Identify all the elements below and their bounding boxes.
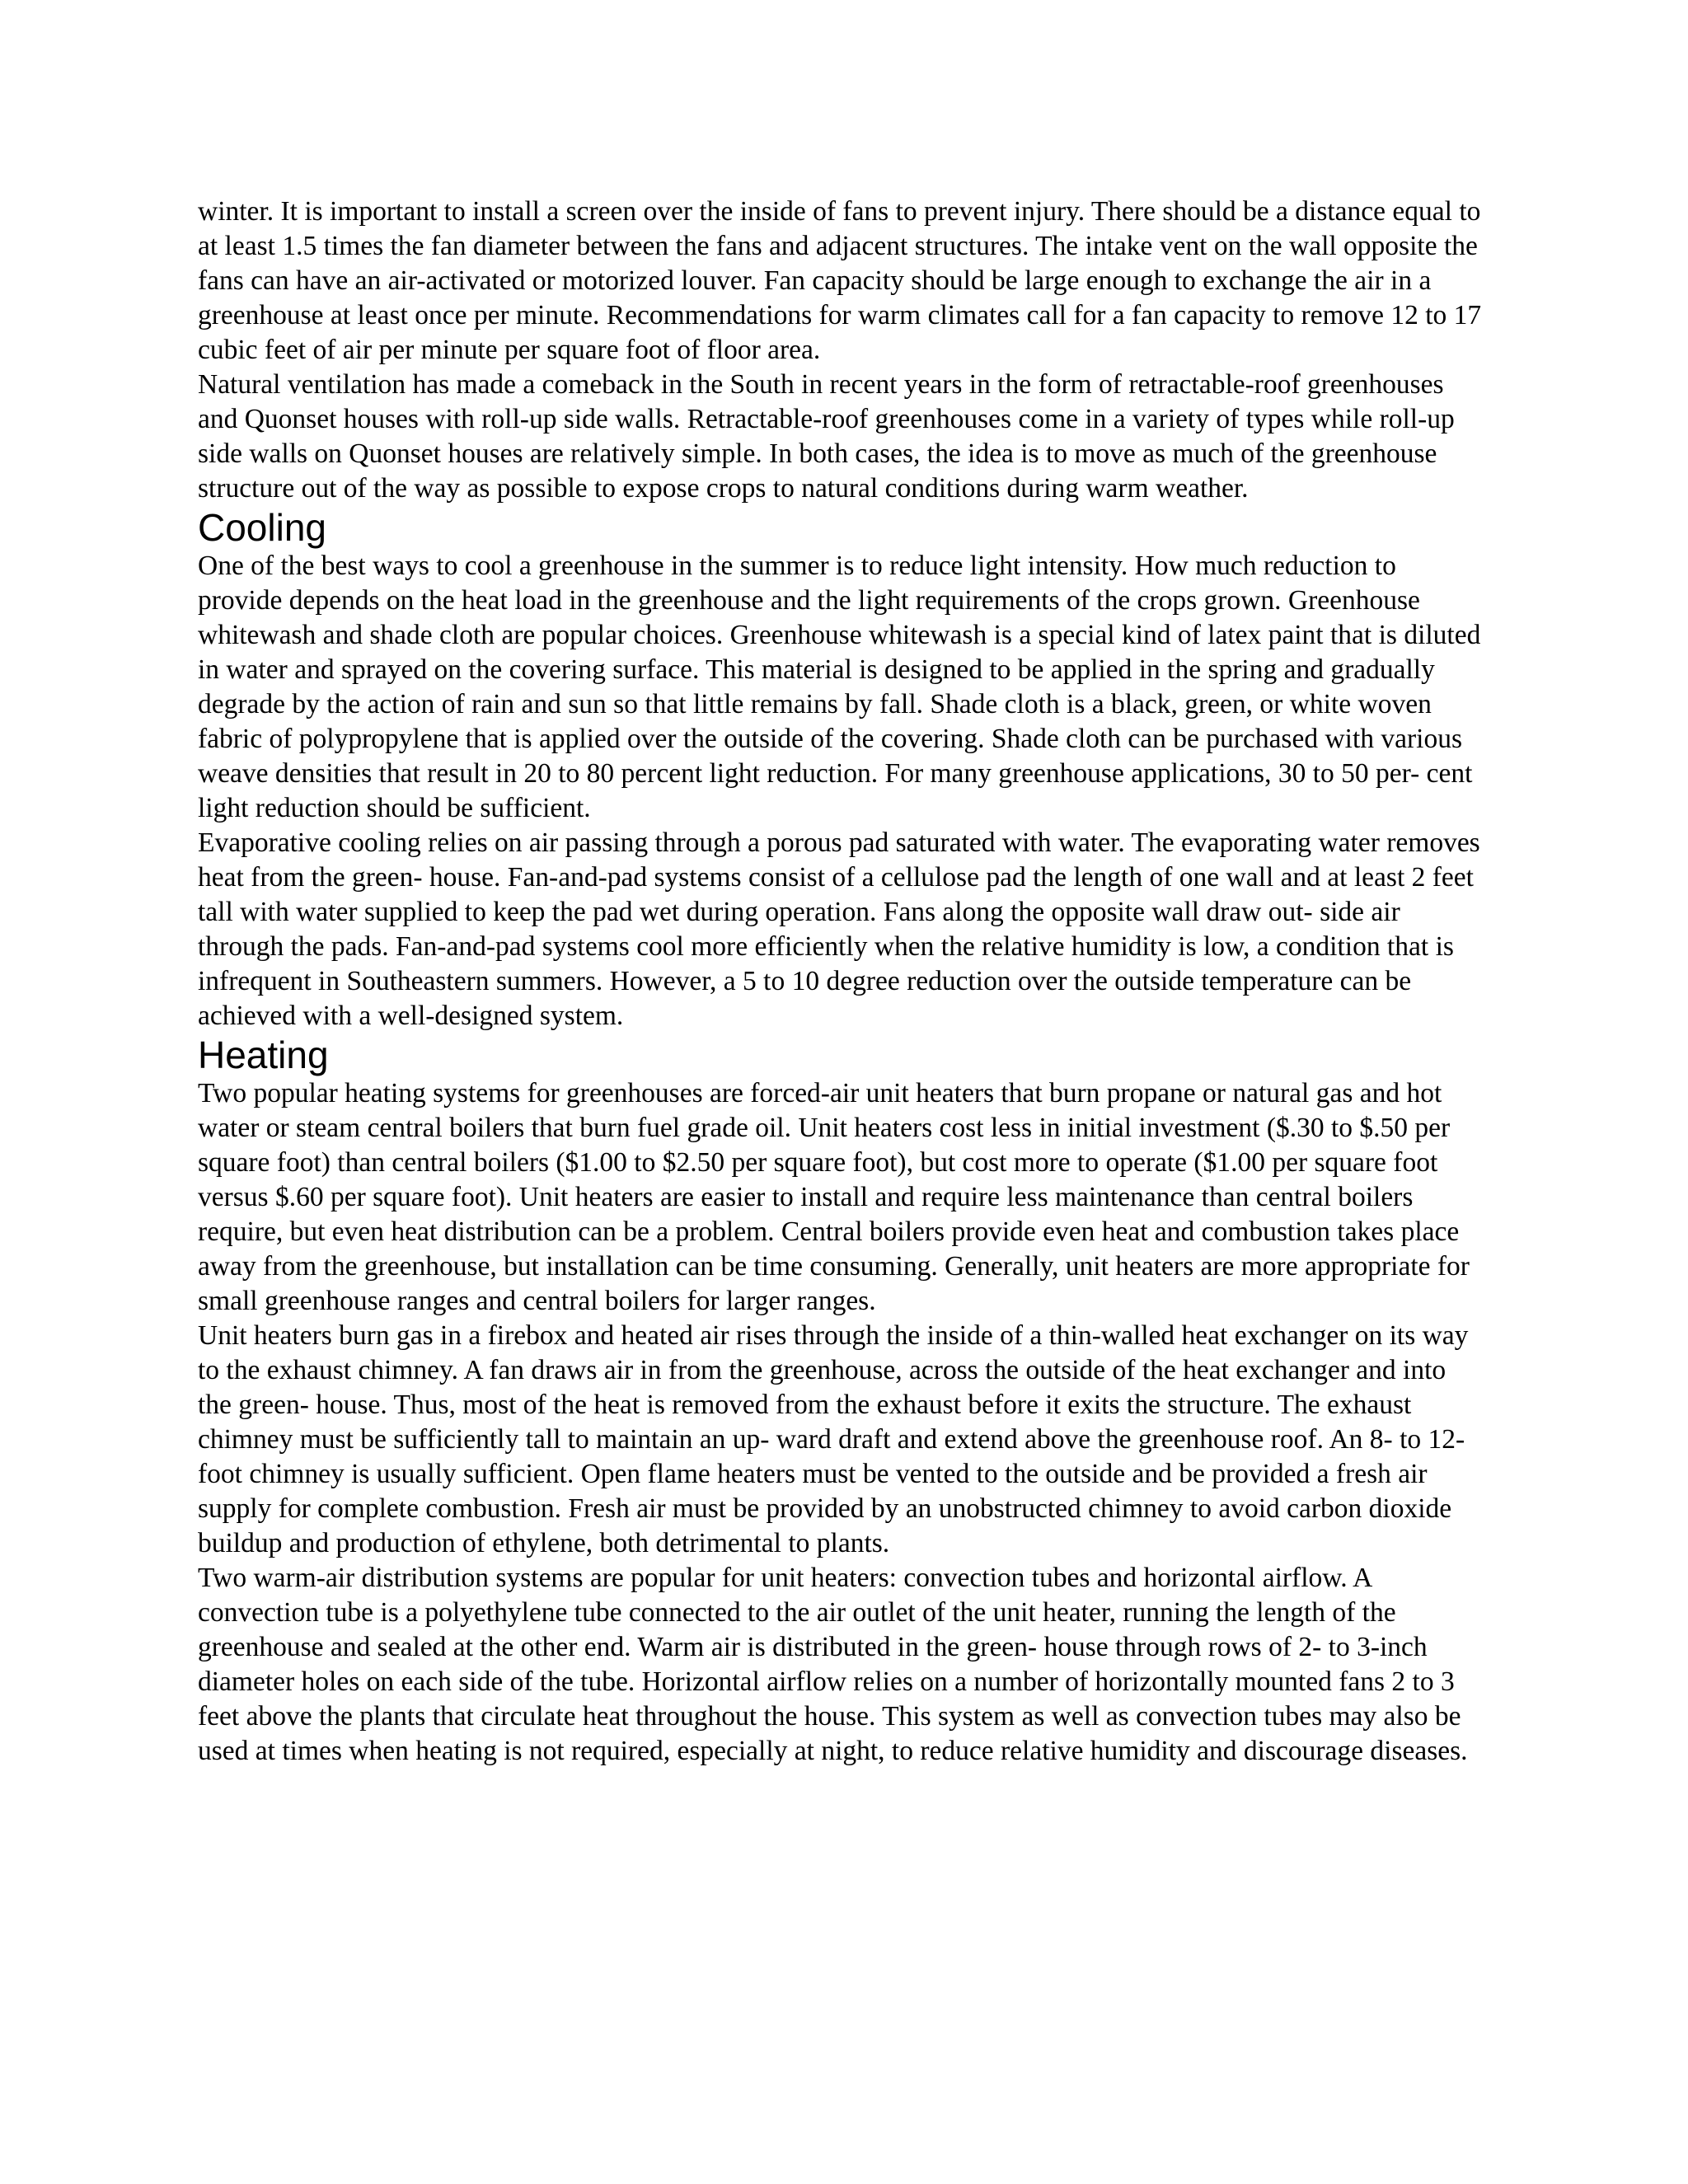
paragraph-fan-installation: winter. It is important to install a screen over the inside of fans to prevent injury. There should be a distance equal to at least 1.5 times the fan diameter between the fans and adjacent structures. The intake vent on the wall opposite the fans can have an air-activated or motorized louver. Fan capacity should be large enough to exchange the air in a greenhouse at least once per minute. Recommendations for warm climates call for a fan capacity to remove 12 to 17 cubic feet of air per minute per square foot of floor area. bbox=[198, 196, 1482, 365]
paragraph-unit-heaters: Unit heaters burn gas in a firebox and heated air rises through the inside of a thin-walled heat exchanger on its way to the exhaust chimney. A fan draws air in from the greenhouse, across the outside of the heat exchanger and into the green- house. Thus, most of the heat is removed from the exhaust before it exits the structure. The exhaust chimney must be sufficiently tall to maintain an up- ward draft and extend above the greenhouse roof. An 8- to 12-foot chimney is usually sufficient. Open flame heaters must be vented to the outside and be provided a fresh air supply for complete combustion. Fresh air must be provided by an unobstructed chimney to avoid carbon dioxide buildup and production of ethylene, both detrimental to plants. bbox=[198, 1320, 1469, 1558]
section-heading-heating: Heating bbox=[198, 1033, 329, 1076]
section-heading-cooling: Cooling bbox=[198, 506, 326, 549]
document-page bbox=[198, 194, 1484, 1769]
paragraph-heating-systems: Two popular heating systems for greenhouses are forced-air unit heaters that burn propane or natural gas and hot water or steam central boilers that burn fuel grade oil. Unit heaters cost less in initial investment ($.30 to $.50 per square foot) than central boilers ($1.00 to $2.50 per square foot), but cost more to operate ($1.00 per square foot versus $.60 per square foot). Unit heaters are easier to install and require less maintenance than central boilers require, but even heat distribution can be a problem. Central boilers provide even heat and combustion takes place away from the greenhouse, but installation can be time consuming. Generally, unit heaters are more appropriate for small greenhouse ranges and central boilers for larger ranges. bbox=[198, 1078, 1470, 1316]
paragraph-warm-air-distribution: Two warm-air distribution systems are popular for unit heaters: convection tubes and horizontal airflow. A convection tube is a polyethylene tube connected to the air outlet of the unit heater, running the length of the greenhouse and sealed at the other end. Warm air is distributed in the green- house through rows of 2- to 3-inch diameter holes on each side of the tube. Horizontal airflow relies on a number of horizontally mounted fans 2 to 3 feet above the plants that circulate heat throughout the house. This system as well as convection tubes may also be used at times when heating is not required, especially at night, to reduce relative humidity and discourage diseases. bbox=[198, 1563, 1468, 1766]
paragraph-evaporative-cooling: Evaporative cooling relies on air passing through a porous pad saturated with water. The evaporating water removes heat from the green- house. Fan-and-pad systems consist of a cellulose pad the length of one wall and at least 2 feet tall with water supplied to keep the pad wet during operation. Fans along the opposite wall draw out- side air through the pads. Fan-and-pad systems cool more efficiently when the relative humidity is low, a condition that is infrequent in Southeastern summers. However, a 5 to 10 degree reduction over the outside temperature can be achieved with a well-designed system. bbox=[198, 827, 1480, 1031]
paragraph-light-reduction: One of the best ways to cool a greenhouse in the summer is to reduce light intensity. How much reduction to provide depends on the heat load in the greenhouse and the light requirements of the crops grown. Greenhouse whitewash and shade cloth are popular choices. Greenhouse whitewash is a special kind of latex paint that is diluted in water and sprayed on the covering surface. This material is designed to be applied in the spring and gradually degrade by the action of rain and sun so that little remains by fall. Shade cloth is a black, green, or white woven fabric of polypropylene that is applied over the outside of the covering. Shade cloth can be purchased with various weave densities that result in 20 to 80 percent light reduction. For many greenhouse applications, 30 to 50 per- cent light reduction should be sufficient. bbox=[198, 551, 1481, 823]
paragraph-natural-ventilation: Natural ventilation has made a comeback in the South in recent years in the form of retractable-roof greenhouses and Quonset houses with roll-up side walls. Retractable-roof greenhouses come in a variety of types while roll-up side walls on Quonset houses are relatively simple. In both cases, the idea is to move as much of the greenhouse structure out of the way as possible to expose crops to natural conditions during warm weather. bbox=[198, 369, 1455, 504]
